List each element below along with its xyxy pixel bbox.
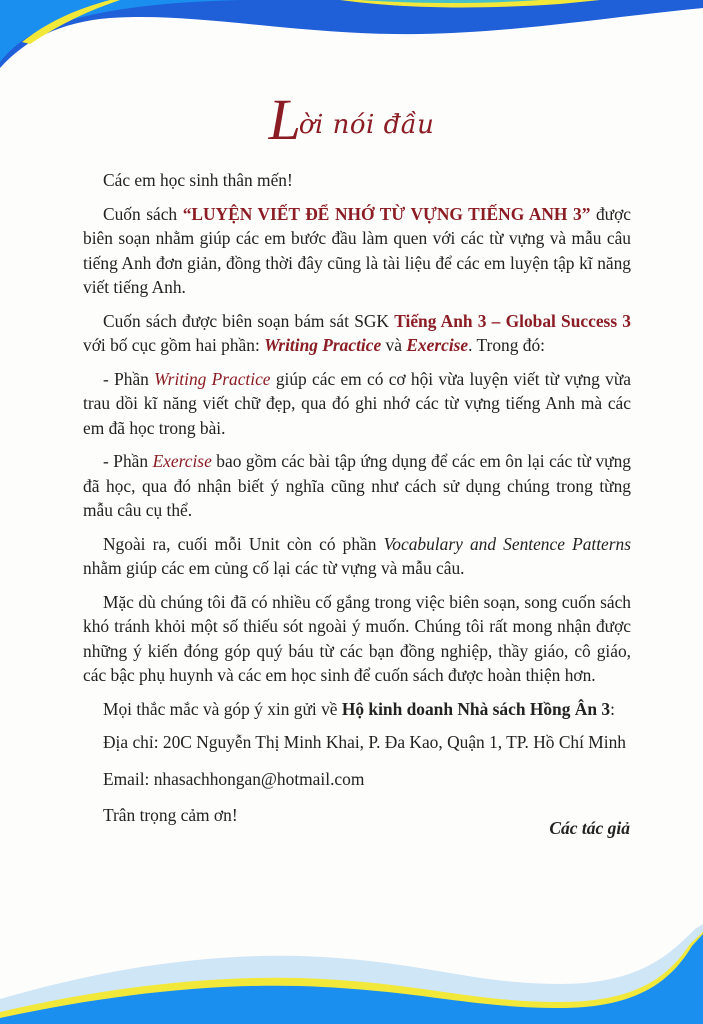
book-title: “LUYỆN VIẾT ĐỂ NHỚ TỪ VỰNG TIẾNG ANH 3” xyxy=(182,203,591,224)
paragraph-apology: Mặc dù chúng tôi đã có nhiều cố gắng trong việc biên soạn, song cuốn sách khó tránh khỏi một số thiếu sót ngoài ý muốn. Chúng tôi rất mong nhận được những ý kiến đóng góp quý báu từ các bạn đồng nghiệp, thầy giáo, cô giáo, các bậc phụ huynh và các em học sinh để cuốn sách được hoàn thiện hơn. xyxy=(83,591,631,685)
exercise-label: Exercise xyxy=(152,451,212,471)
part-exercise: Exercise xyxy=(406,335,469,355)
signature: Các tác giả xyxy=(549,818,630,838)
paragraph-intro: Cuốn sách “LUYỆN VIẾT ĐỂ NHỚ TỪ VỰNG TIẾNG ANH 3” được biên soạn nhằm giúp các em bước đầu làm quen với các từ vựng và mẫu câu tiếng Anh đơn giản, đồng thời đây cũng là tài liệu để các em luyện tập kĩ năng viết tiếng Anh. xyxy=(83,203,631,297)
greeting: Các em học sinh thân mến! xyxy=(103,170,293,190)
paragraph-structure: Cuốn sách được biên soạn bám sát SGK Tiếng Anh 3 – Global Success 3 với bố cục gồm hai phần: Writing Practice và Exercise. Trong đó: xyxy=(83,310,631,355)
address: Địa chỉ: 20C Nguyễn Thị Minh Khai, P. Đa Kao, Quận 1, TP. Hồ Chí Minh xyxy=(103,732,626,752)
email: Email: nhasachhongan@hotmail.com xyxy=(103,768,365,789)
closing: Trân trọng cảm ơn! xyxy=(103,805,238,825)
vocabulary-section-label: Vocabulary and Sentence Patterns xyxy=(383,533,632,554)
top-wave-decoration xyxy=(0,0,703,70)
paragraph-contact: Mọi thắc mắc và góp ý xin gửi về Hộ kinh doanh Nhà sách Hồng Ân 3: xyxy=(103,698,615,719)
bottom-wave-decoration xyxy=(0,884,703,1024)
writing-practice-label: Writing Practice xyxy=(154,368,271,389)
title-text: ời nói đầu xyxy=(298,110,435,140)
page-title xyxy=(0,86,703,153)
textbook-name: Tiếng Anh 3 – Global Success 3 xyxy=(394,310,631,331)
part-writing-practice: Writing Practice xyxy=(264,335,382,355)
paragraph-writing-practice: - Phần Writing Practice giúp các em có cơ hội vừa luyện viết từ vựng vừa trau dồi kĩ năng viết chữ đẹp, qua đó ghi nhớ các từ vựng tiếng Anh mà các em đã học trong bài. xyxy=(83,368,631,438)
paragraph-vocabulary: Ngoài ra, cuối mỗi Unit còn có phần Vocabulary and Sentence Patterns nhằm giúp các em củng cố lại các từ vựng và mẫu câu. xyxy=(83,533,632,578)
publisher-name: Hộ kinh doanh Nhà sách Hồng Ân 3 xyxy=(341,698,611,719)
preface-body xyxy=(83,168,632,837)
paragraph-exercise: - Phần Exercise bao gồm các bài tập ứng dụng để các em ôn lại các từ vựng đã học, qua đó nhận biết ý nghĩa cũng như cách sử dụng chúng trong từng mẫu câu cụ thể. xyxy=(83,451,631,520)
title-initial: L xyxy=(268,87,301,152)
